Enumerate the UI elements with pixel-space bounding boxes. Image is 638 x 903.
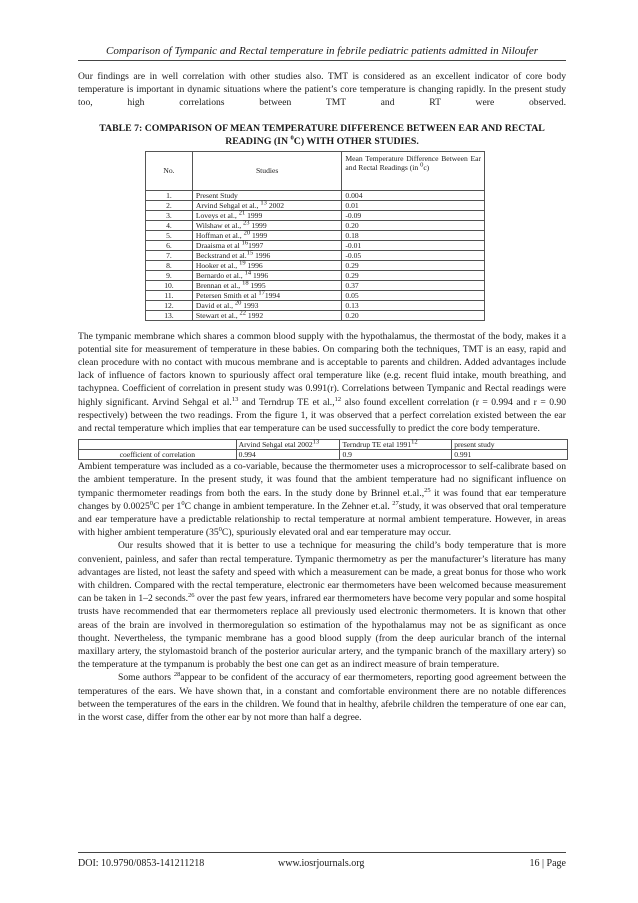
table-row [146, 240, 485, 250]
table7-header-studies: Studies [192, 151, 342, 190]
table7-body [146, 190, 485, 320]
table7-cell-value: 0.20 [342, 310, 485, 320]
table7-cell-value: 0.01 [342, 200, 485, 210]
table7-cell-no: 2. [146, 200, 193, 210]
table-row [146, 250, 485, 260]
table7-cell-study: Hooker et al., $^{19}$ 1996 [192, 260, 342, 270]
table-row [146, 200, 485, 210]
correlation-table-header: present study [452, 440, 568, 450]
table7-cell-study: Arvind Sehgal et al., $^{13}$ 2002 [192, 200, 342, 210]
table7-cell-no: 10. [146, 280, 193, 290]
table7-cell-study: Present Study [192, 190, 342, 200]
table-row [146, 280, 485, 290]
table7-header-no: No. [146, 151, 193, 190]
correlation-table-header: Terndrup TE etal 1991$^{12}$ [340, 440, 452, 450]
table-row [146, 260, 485, 270]
table7-cell-study: Wilshaw et al., $^{23}$ 1999 [192, 220, 342, 230]
table7-cell-value: 0.37 [342, 280, 485, 290]
page-body [78, 70, 566, 724]
footer-doi: DOI: 10.9790/0853-141211218 [78, 858, 205, 869]
paragraph-authors: Some authors $^{28}$appear to be confident of the accuracy of ear thermometers, reporting good agreement between the temperatures of the ears. We have shown that, in a constant and comfortable environment there are no notable differences between the temperatures of the ears in the children. We found that in healthy, afebrile children the temperature of one ear can, in the worst case, differ from the other ear by not more than half a degree. [78, 671, 566, 724]
table7-cell-no: 9. [146, 270, 193, 280]
table-row [146, 290, 485, 300]
table7-cell-study: Stewart et al., $^{22}$ 1992 [192, 310, 342, 320]
table7-cell-no: 12. [146, 300, 193, 310]
table7-cell-no: 1. [146, 190, 193, 200]
footer-page-number: 16 | Page [529, 858, 566, 869]
table7-cell-no: 7. [146, 250, 193, 260]
table7-cell-study: David et al., $^{20}$ 1993 [192, 300, 342, 310]
correlation-table-cell: 0.9 [340, 450, 452, 460]
paragraph-intro: Our findings are in well correlation with other studies also. TMT is considered as an excellent indicator of core body temperature is important in dynamic situations where the patient’s core temperature is changing rapidly. In the present study too, high correlations between TMT and RT were observed. [78, 71, 566, 109]
table7-cell-no: 11. [146, 290, 193, 300]
table7-cell-no: 8. [146, 260, 193, 270]
correlation-table-cell: 0.991 [452, 450, 568, 460]
footer-url[interactable]: www.iosrjournals.org [278, 858, 365, 869]
correlation-table-corner [79, 440, 237, 450]
table7-cell-value: 0.13 [342, 300, 485, 310]
table7-cell-value: 0.05 [342, 290, 485, 300]
table-row [79, 450, 568, 460]
correlation-table-cell: 0.994 [236, 450, 340, 460]
correlation-table [78, 439, 568, 460]
table-row [146, 220, 485, 230]
paragraph-ambient-temperature: Ambient temperature was included as a co-variable, because the thermometer uses a microprocessor to self-calibrate based on the ambient temperature. In the present study, it was found that the ambient temperature had no significant influence on tympanic thermometer readings from both the ears. In the study done by Brinnel et.al.,$^{25}$ it was found that ear temperature changes by 0.0025$^0$C per $1^0C$ change in ambient temperature. In the Zehner et.al. $^{27}$study, it was observed that oral temperature and ear temperature have a predictable relationship to rectal temperature at normal ambient temperature. However, in areas with higher ambient temperature $(35^0C)$, spuriously elevated oral and ear temperature may occur. [78, 461, 566, 539]
table7-cell-value: 0.29 [342, 270, 485, 280]
table7-cell-study: Bernardo et al., $^{14}$ 1996 [192, 270, 342, 280]
table7-cell-study: Loveys et al., $^{21}$ 1999 [192, 210, 342, 220]
table7-cell-study: Hoffman et al., $^{20}$ 1999 [192, 230, 342, 240]
table7-cell-value: -0.09 [342, 210, 485, 220]
table-row [146, 210, 485, 220]
table-row [146, 190, 485, 200]
table7-cell-value: 0.004 [342, 190, 485, 200]
correlation-table-header: Arvind Sehgal etal 2002$^{13}$ [236, 440, 340, 450]
correlation-table-row-label: coefficient of correlation [79, 450, 237, 460]
table7-cell-no: 5. [146, 230, 193, 240]
table7-cell-study: Brennan et al., $^{18}$ 1995 [192, 280, 342, 290]
table7-cell-no: 13. [146, 310, 193, 320]
table7 [145, 151, 485, 321]
table-row [146, 270, 485, 280]
table7-cell-no: 4. [146, 220, 193, 230]
table7-cell-value: 0.18 [342, 230, 485, 240]
table7-cell-value: -0.01 [342, 240, 485, 250]
table7-cell-value: 0.29 [342, 260, 485, 270]
table-row [146, 230, 485, 240]
header-rule [78, 60, 566, 61]
table7-header-mean: Mean Temperature Difference Between Ear and Rectal Readings (in $^0$c) [342, 151, 485, 190]
running-title: Comparison of Tympanic and Rectal temperature in febrile pediatric patients admitted in Niloufer [105, 45, 538, 57]
table7-cell-value: -0.05 [342, 250, 485, 260]
paragraph-tympanic-membrane: The tympanic membrane which shares a common blood supply with the hypothalamus, the thermostat of the body, makes it a potential site for measurement of temperature in these babies. On comparing both the techniques, TMT is an easy, rapid and clean procedure with no contact with mucous membrane and is acceptable to parents and children. Added advantages include lack of influence of factors known to spuriously affect oral temperature like (e.g. recent fluid intake, mouth breathing, and tachypnea. Coefficient of correlation in present study was 0.991(r). Correlations between Tympanic and Rectal readings were highly significant. Arvind Sehgal et al.$^{13}$ and Terndrup TE et al.,$^{12}$ also found excellent correlation (r = 0.994 and r = 0.90 respectively) between the two readings. From the figure 1, it was observed that a perfect correlation existed between the ear and rectal temperature which implies that ear temperature can be used successfully to predict the core body temperature. [78, 330, 567, 435]
footer-rule [78, 852, 566, 853]
table7-cell-study: Beckstrand et al.$^{15}$ 1996 [192, 250, 342, 260]
paragraph-results: Our results showed that it is better to use a technique for measuring the child’s body temperature that is more convenient, painless, and safer than rectal temperature. Tympanic thermometry as per the manufacturer’s literature has many advantages are listed, not least the safety and speed with which a measurement can be made, a great bonus for those who work with children. Compared with the rectal temperature, electronic ear thermometers have been welcomed because measurement can be taken in 1–2 seconds.$^{26}$ over the past few years, infrared ear thermometers have become very popular and some hospital trusts have recommended that ear thermometers replace all previously used electronic thermometers. It is known that other areas of the brain are involved in thermoregulation so estimation of the hypothalamus may not be as significant as once thought. Nevertheless, the tympanic membrane has a good blood supply (from the deep auricular branch of the internal maxillary artery, the stylomastoid branch of the posterior auricular artery, and the tympanic branch of the maxillary artery) so the temperature at the tympanum is probably the best one can get as an indirect measure of brain temperature. [78, 540, 567, 671]
table7-cell-study: Draaisma et al $^{16}$1997 [192, 240, 342, 250]
table-row [146, 310, 485, 320]
table-row [79, 440, 568, 450]
table-row [146, 300, 485, 310]
table7-cell-value: 0.20 [342, 220, 485, 230]
spacer [78, 321, 566, 330]
table7-cell-no: 6. [146, 240, 193, 250]
table7-title: TABLE 7: COMPARISON OF MEAN TEMPERATURE DIFFERENCE BETWEEN EAR AND RECTAL READING (IN $^0$C) WITH OTHER STUDIES. [99, 122, 545, 147]
table7-cell-no: 3. [146, 210, 193, 220]
table7-cell-study: Petersen Smith et al $^{17}$1994 [192, 290, 342, 300]
table7-header-row [146, 151, 485, 190]
